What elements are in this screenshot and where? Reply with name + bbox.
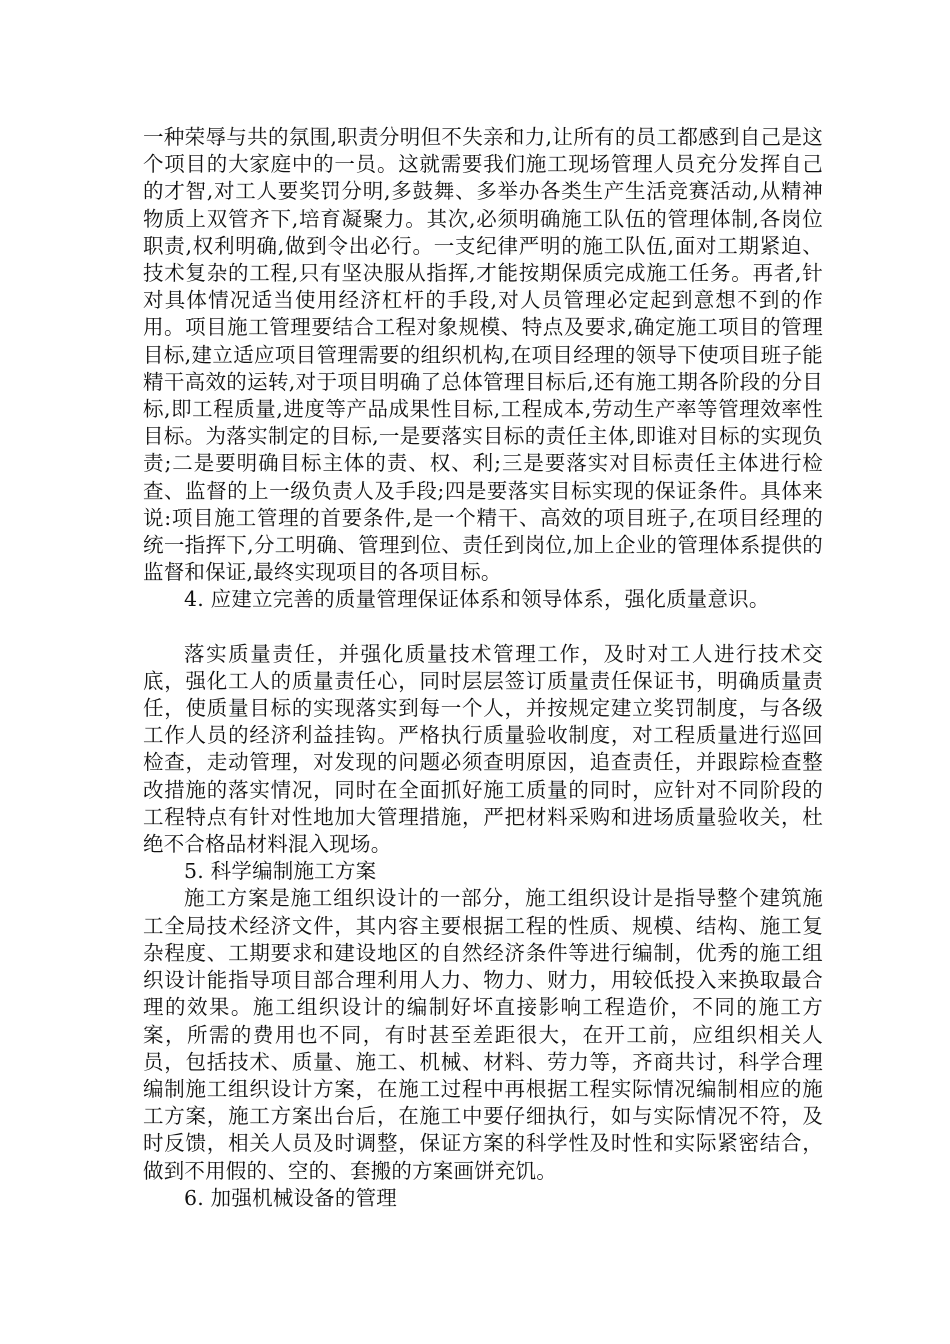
paragraph-quality-responsibility: 落实质量责任，并强化质量技术管理工作，及时对工人进行技术交底，强化工人的质量责任心，同时层层签订质量责任保证书，明确质量责任，使质量目标的实现落实到每一个人，并按规定建立奖罚制度，与各级工作人员的经济利益挂钩。严格执行质量验收制度，对工程质量进行巡回检查，走动管理，对发现的问题必须查明原因，追查责任，并跟踪检查整改措施的落实情况，同时在全面抓好施工质量的同时，应针对不同阶段的工程特点有针对性地加大管理措施，严把材料采购和进场质量验收关，杜绝不合格品材料混入现场。 — [143, 641, 823, 857]
section-heading-6: 6. 加强机械设备的管理 — [184, 1185, 397, 1210]
paragraph-construction-plan: 施工方案是施工组织设计的一部分，施工组织设计是指导整个建筑施工全局技术经济文件，其内容主要根据工程的性质、规模、结构、施工复杂程度、工期要求和建设地区的自然经济条件等进行编制，优秀的施工组织设计能指导项目部合理利用人力、物力、财力，用较低投入来换取最合理的效果。施工组织设计的编制好坏直接影响工程造价，不同的施工方案，所需的费用也不同，有时甚至差距很大，在开工前，应组织相关人员，包括技术、质量、施工、机械、材料、劳力等，齐商共讨，科学合理编制施工组织设计方案，在施工过程中再根据工程实际情况编制相应的施工方案，施工方案出台后，在施工中要仔细执行，如与实际情况不符，及时反馈，相关人员及时调整，保证方案的科学性及时性和实际紧密结合，做到不用假的、空的、套搬的方案画饼充饥。 — [143, 886, 823, 1183]
paragraph-spacer — [143, 614, 823, 641]
section-heading-4: 4. 应建立完善的质量管理保证体系和领导体系，强化质量意识。 — [184, 587, 770, 612]
paragraph-team-management: 一种荣辱与共的氛围,职责分明但不失亲和力,让所有的员工都感到自己是这个项目的大家庭中的一员。这就需要我们施工现场管理人员充分发挥自己的才智,对工人要奖罚分明,多鼓舞、多举办各类生产生活竞赛活动,从精神物质上双管齐下,培育凝聚力。其次,必须明确施工队伍的管理体制,各岗位职责,权利明确,做到令出必行。一支纪律严明的施工队伍,面对工期紧迫、技术复杂的工程,只有坚决服从指挥,才能按期保质完成施工任务。再者,针对具体情况适当使用经济杠杆的手段,对人员管理必定起到意想不到的作用。项目施工管理要结合工程对象规模、特点及要求,确定施工项目的管理目标,建立适应项目管理需要的组织机构,在项目经理的领导下使项目班子能精干高效的运转,对于项目明确了总体管理目标后,还有施工期各阶段的分目标,即工程质量,进度等产品成果性目标,工程成本,劳动生产率等管理效率性目标。为落实制定的目标,一是要落实目标的责任主体,即谁对目标的实现负责;二是要明确目标主体的责、权、利;三是要落实对目标责任主体进行检查、监督的上一级负责人及手段;四是要落实目标实现的保证条件。具体来说:项目施工管理的首要条件,是一个精干、高效的项目班子,在项目经理的统一指挥下,分工明确、管理到位、责任到岗位,加上企业的管理体系提供的监督和保证,最终实现项目的各项目标。 — [143, 125, 823, 585]
document-body — [143, 124, 823, 1212]
section-heading-5: 5. 科学编制施工方案 — [184, 859, 377, 884]
